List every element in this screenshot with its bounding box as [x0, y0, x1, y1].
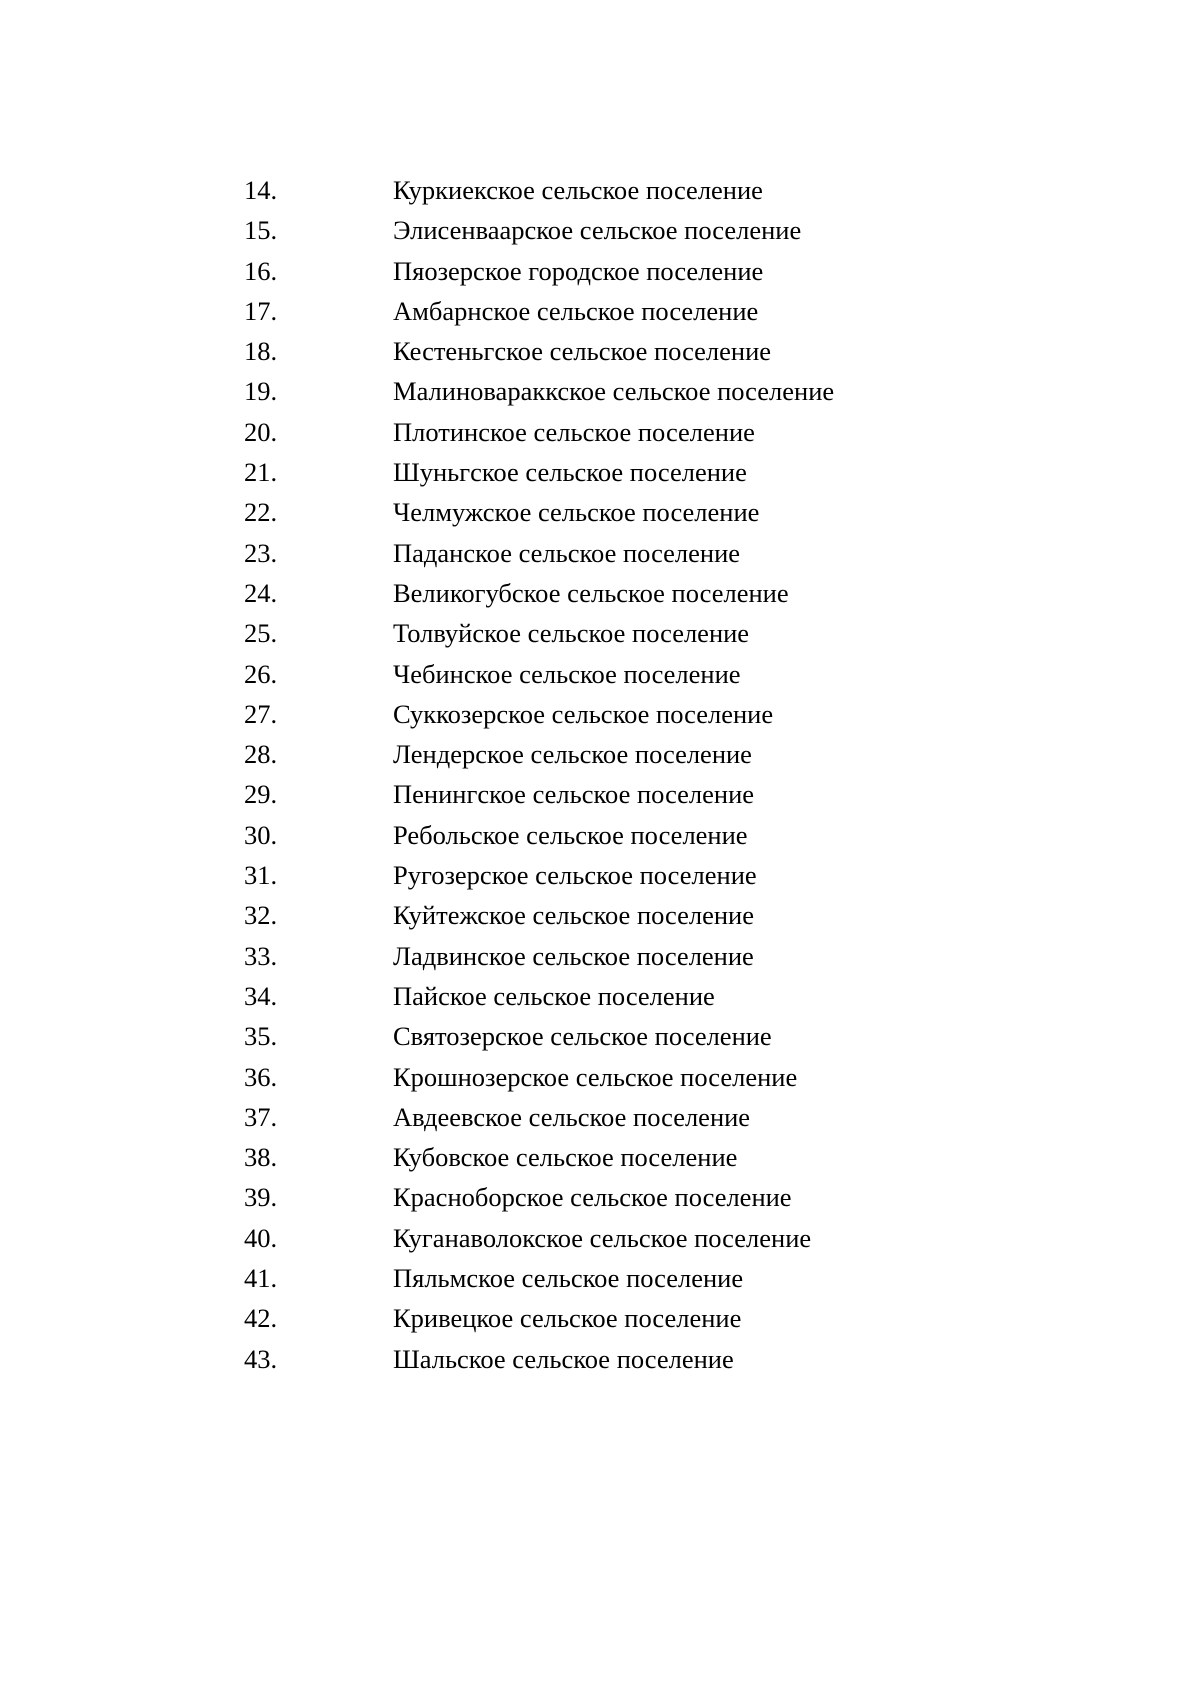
list-item [244, 815, 1004, 855]
item-name: Кестеньгское сельское поселение [393, 336, 772, 367]
item-number: 30. [244, 819, 278, 850]
item-name: Куганаволокское сельское поселение [393, 1222, 812, 1253]
item-name: Авдеевское сельское поселение [393, 1101, 751, 1132]
list-item [244, 533, 1004, 573]
item-name: Пенингское сельское поселение [393, 779, 755, 810]
item-number: 35. [244, 1021, 278, 1052]
item-name: Суккозерское сельское поселение [393, 698, 774, 729]
item-name: Плотинское сельское поселение [393, 416, 755, 447]
item-name: Крошнозерское сельское поселение [393, 1061, 798, 1092]
item-name: Кубовское сельское поселение [393, 1142, 738, 1173]
list-item [244, 895, 1004, 935]
item-number: 39. [244, 1182, 278, 1213]
list-item [244, 573, 1004, 613]
item-name: Чебинское сельское поселение [393, 658, 741, 689]
item-number: 20. [244, 416, 278, 447]
item-name: Лендерское сельское поселение [393, 739, 752, 770]
item-number: 29. [244, 779, 278, 810]
settlement-list [244, 170, 1004, 1379]
item-name: Пяльмское сельское поселение [393, 1263, 744, 1294]
item-name: Святозерское сельское поселение [393, 1021, 772, 1052]
item-number: 19. [244, 376, 278, 407]
item-name: Великогубское сельское поселение [393, 577, 789, 608]
item-number: 23. [244, 537, 278, 568]
item-number: 21. [244, 457, 278, 488]
list-item [244, 452, 1004, 492]
item-name: Красноборское сельское поселение [393, 1182, 792, 1213]
item-number: 27. [244, 698, 278, 729]
item-name: Пайское сельское поселение [393, 980, 715, 1011]
item-number: 24. [244, 577, 278, 608]
item-number: 33. [244, 940, 278, 971]
item-number: 42. [244, 1303, 278, 1334]
item-name: Амбарнское сельское поселение [393, 295, 759, 326]
list-item [244, 774, 1004, 814]
item-number: 40. [244, 1222, 278, 1253]
list-item [244, 1298, 1004, 1338]
item-name: Куйтежское сельское поселение [393, 900, 754, 931]
item-number: 14. [244, 175, 278, 205]
item-name: Куркиекское сельское поселение [393, 175, 763, 205]
list-item [244, 1218, 1004, 1258]
item-name: Малиновараккское сельское поселение [393, 376, 835, 407]
list-item [244, 654, 1004, 694]
list-item [244, 734, 1004, 774]
item-name: Толвуйское сельское поселение [393, 618, 750, 649]
list-item [244, 492, 1004, 532]
list-item [244, 1339, 1004, 1379]
list-item [244, 694, 1004, 734]
item-name: Шальское сельское поселение [393, 1343, 734, 1374]
list-item [244, 170, 1004, 210]
list-item [244, 1177, 1004, 1217]
item-name: Челмужское сельское поселение [393, 497, 760, 528]
item-name: Ладвинское сельское поселение [393, 940, 754, 971]
list-item [244, 1097, 1004, 1137]
item-number: 16. [244, 255, 278, 286]
item-number: 38. [244, 1142, 278, 1173]
list-item [244, 251, 1004, 291]
item-name: Ребольское сельское поселение [393, 819, 748, 850]
item-number: 34. [244, 980, 278, 1011]
list-item [244, 1137, 1004, 1177]
item-number: 25. [244, 618, 278, 649]
item-name: Шуньгское сельское поселение [393, 457, 747, 488]
item-number: 37. [244, 1101, 278, 1132]
item-number: 41. [244, 1263, 278, 1294]
item-name: Паданское сельское поселение [393, 537, 741, 568]
item-name: Пяозерское городское поселение [393, 255, 764, 286]
list-item [244, 291, 1004, 331]
list-item [244, 210, 1004, 250]
item-number: 31. [244, 860, 278, 891]
item-number: 17. [244, 295, 278, 326]
list-item [244, 1057, 1004, 1097]
list-item [244, 331, 1004, 371]
list-item [244, 855, 1004, 895]
item-name: Кривецкое сельское поселение [393, 1303, 742, 1334]
list-item [244, 1016, 1004, 1056]
item-number: 43. [244, 1343, 278, 1374]
item-name: Ругозерское сельское поселение [393, 860, 757, 891]
item-number: 15. [244, 215, 278, 246]
item-name: Элисенваарское сельское поселение [393, 215, 802, 246]
list-item [244, 936, 1004, 976]
item-number: 26. [244, 658, 278, 689]
item-number: 32. [244, 900, 278, 931]
item-number: 36. [244, 1061, 278, 1092]
item-number: 18. [244, 336, 278, 367]
list-item [244, 1258, 1004, 1298]
list-item [244, 613, 1004, 653]
list-item [244, 412, 1004, 452]
list-item [244, 976, 1004, 1016]
item-number: 22. [244, 497, 278, 528]
list-item [244, 371, 1004, 411]
item-number: 28. [244, 739, 278, 770]
